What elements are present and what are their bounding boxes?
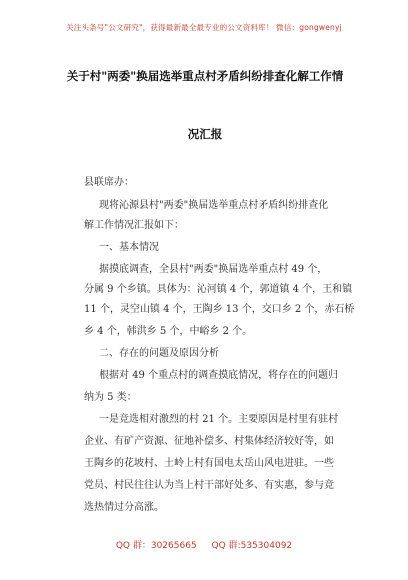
footer-qq-group-2: QQ 群:535304092 xyxy=(211,541,293,551)
section2-para2-line-1: 一是竞选相对激烈的村 21 个。主要原因是村里有驻村 xyxy=(99,414,339,425)
section1-line-2: 分属 9 个乡镇。具体为：沁河镇 4 个，郭道镇 4 个，王和镇 xyxy=(84,284,353,295)
intro-line-1: 现将沁源县村"两委"换届选举重点村矛盾纠纷排查化 xyxy=(99,200,329,211)
intro-line-2: 解工作情况汇报如下： xyxy=(84,220,184,231)
document-title-line-2: 况汇报 xyxy=(187,127,223,141)
section1-line-1: 据摸底调查，全县村"两委"换届选举重点村 49 个， xyxy=(99,264,328,275)
section2-para2-line-3: 王陶乡的花坡村、土岭上村有国电太岳山风电进驻。一些 xyxy=(84,458,334,469)
document-title-line-1: 关于村"两委"换届选举重点村矛盾纠纷排查化解工作情 xyxy=(66,69,344,83)
footer-qq-group-1: QQ 群：30265665 xyxy=(115,541,197,551)
section1-line-4: 乡 4 个，韩洪乡 5 个，中峪乡 2 个。 xyxy=(84,326,253,337)
section2-para2-line-2: 企业、有矿产资源、征地补偿多、村集体经济较好等，如 xyxy=(84,436,334,447)
addressee: 县联席办： xyxy=(84,177,134,188)
section2-para2-line-4: 党员、村民往往认为当上村干部好处多、有实惠，参与竞 xyxy=(84,480,334,491)
section1-line-3: 11 个，灵空山镇 4 个，王陶乡 13 个，交口乡 2 个，赤石桥 xyxy=(84,304,355,315)
section2-line-2: 纳为 5 类： xyxy=(84,392,137,403)
section-heading-problems: 二、存在的问题及原因分析 xyxy=(99,348,219,359)
section2-line-1: 根据对 49 个重点村的调查摸底情况，将存在的问题归 xyxy=(99,370,339,381)
section-heading-basic-situation: 一、基本情况 xyxy=(99,242,159,253)
header-banner: 关注头条号"公文研究"，获得最新最全最专业的公文资料库！ 微信：gongwenyj xyxy=(66,23,342,32)
section2-para2-line-5: 选热情过分高涨。 xyxy=(84,502,164,513)
footer-contact xyxy=(0,538,408,551)
